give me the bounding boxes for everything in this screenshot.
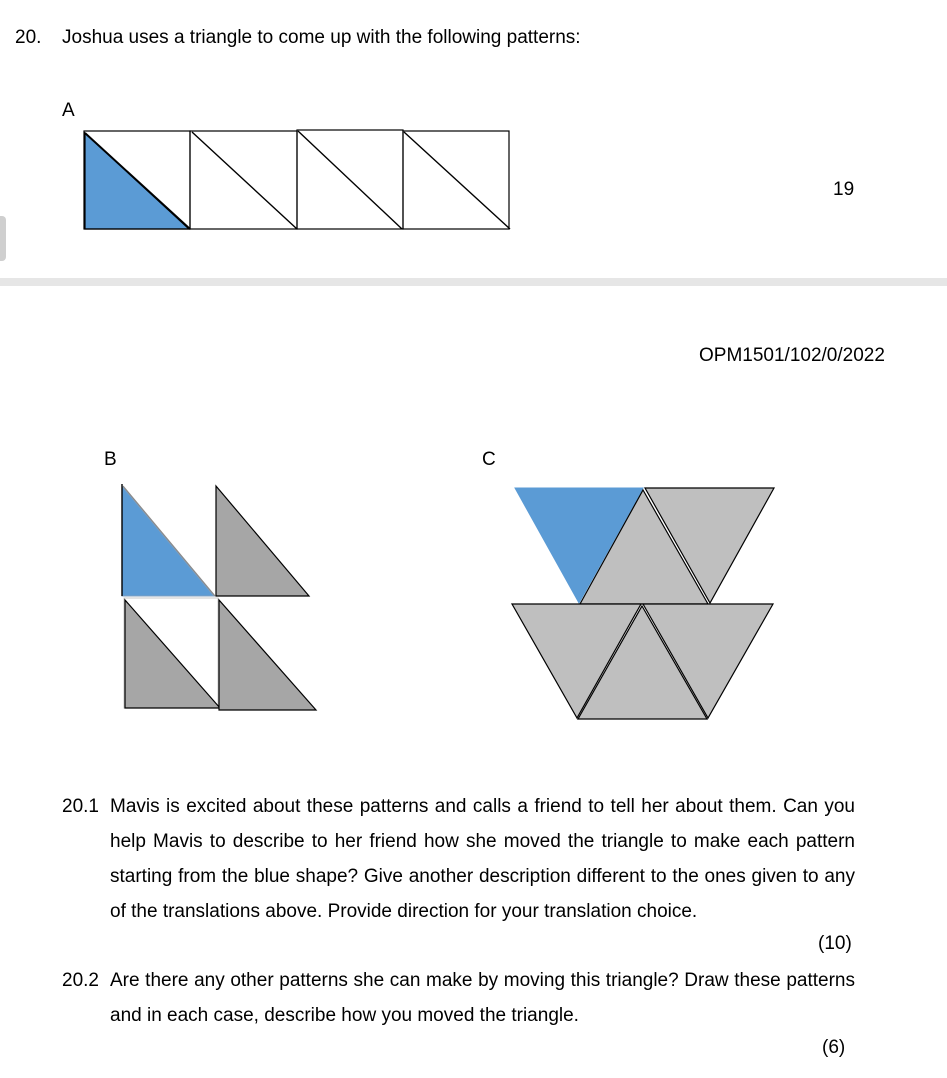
document-code: OPM1501/102/0/2022 [699, 345, 885, 366]
question-number: 20. [15, 27, 42, 48]
subquestion-text: Are there any other patterns she can make by moving this triangle? Draw these patterns and in each case, describe how you moved the triangle. [110, 970, 855, 1026]
question-text: Joshua uses a triangle to come up with the following patterns: [62, 27, 581, 48]
subquestion-20-2-marks: (6) [822, 1037, 846, 1058]
subquestion-20-1-marks: (10) [818, 933, 852, 954]
subquestion-20-1 [62, 789, 855, 929]
subquestion-number: 20.1 [62, 796, 99, 817]
pattern-a-label: A [62, 100, 75, 121]
page-number: 19 [833, 179, 855, 200]
subquestion-text: Mavis is excited about these patterns and calls a friend to tell her about them. Can you help Mavis to describe to her friend how she moved the triangle to make each pattern starting from the blue shape? Give another description different to the ones given to any of the translations above. Provide direction for your translation choice. [110, 796, 855, 922]
subquestion-20-2 [62, 963, 855, 1033]
pattern-c-label: C [482, 449, 496, 470]
pattern-b-label: B [104, 449, 117, 470]
subquestion-number: 20.2 [62, 970, 99, 991]
